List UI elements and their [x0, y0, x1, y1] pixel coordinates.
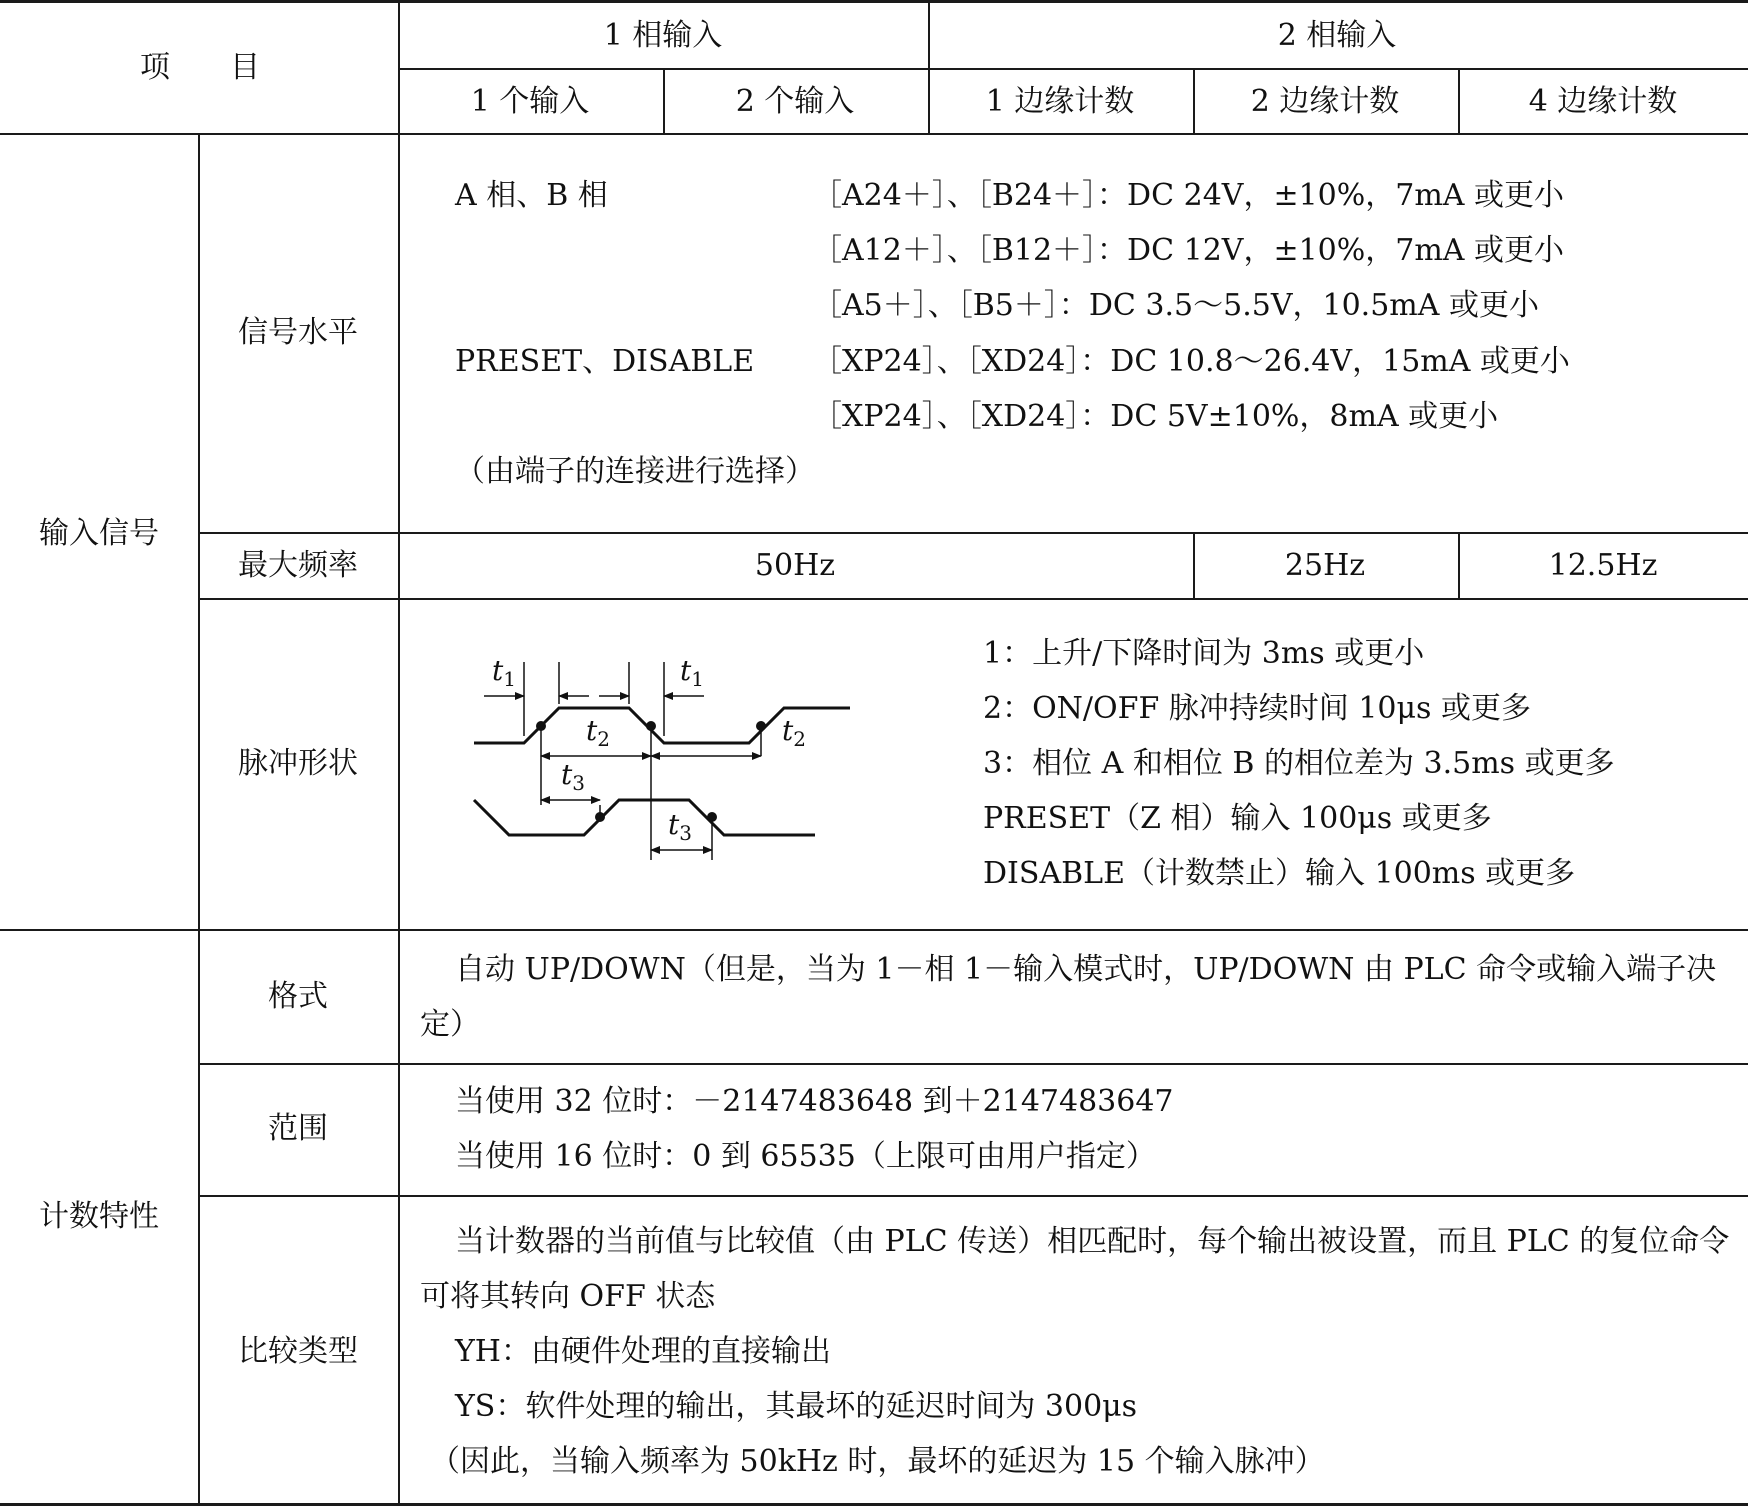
rule-col-main — [398, 0, 400, 1505]
max-freq-label: 最大频率 — [238, 548, 358, 583]
range-line-16: 当使用 16 位时：0 到 65535（上限可由用户指定） — [455, 1139, 1156, 1174]
header-sub-4: 2 边缘计数 — [1250, 84, 1400, 119]
signal-spec-1: ［A24＋］、［B24＋］：DC 24V，±10%，7mA 或更小 — [812, 178, 1564, 213]
rule-col-freq2 — [1458, 532, 1460, 600]
header-sub-2: 2 个输入 — [735, 84, 855, 119]
pulse-note-1: 1：上升/下降时间为 3ms 或更小 — [983, 636, 1425, 671]
rule-col-freq1 — [1193, 532, 1195, 600]
rule-col-left — [198, 133, 200, 1505]
rule-max-freq — [200, 598, 1748, 600]
t3-label-right: $t_3$ — [668, 808, 692, 845]
pulse-timing-diagram — [440, 640, 880, 880]
format-label: 格式 — [268, 979, 328, 1014]
signal-spec-2: ［A12＋］、［B12＋］：DC 12V，±10%，7mA 或更小 — [812, 233, 1564, 268]
rule-col-sub4 — [1458, 68, 1460, 135]
marker-dot — [756, 721, 766, 731]
t2-label-left: $t_2$ — [586, 714, 610, 751]
compare-label: 比较类型 — [238, 1334, 358, 1369]
rule-col-phase — [928, 0, 930, 135]
format-text: 自动 UP/DOWN（但是，当为 1－相 1－输入模式时，UP/DOWN 由 PLC 命令或输入端子决定） — [420, 952, 1717, 1042]
pulse-note-5: DISABLE（计数禁止）输入 100ms 或更多 — [983, 856, 1576, 891]
compare-yh: YH：由硬件处理的直接输出 — [455, 1334, 831, 1369]
signal-spec-4: ［XP24］、［XD24］：DC 10.8～26.4V，15mA 或更小 — [812, 344, 1570, 379]
rule-col-sub1 — [663, 68, 665, 135]
max-freq-12-5: 12.5Hz — [1548, 548, 1658, 583]
rule-signal-level — [200, 532, 1748, 534]
rule-range — [200, 1195, 1748, 1197]
rule-col-sub3 — [1193, 68, 1195, 135]
pulse-shape-label: 脉冲形状 — [238, 746, 358, 781]
rule-header-mid — [398, 68, 1748, 70]
header-phase1: 1 相输入 — [603, 18, 723, 53]
signal-spec-5: ［XP24］、［XD24］：DC 5V±10%，8mA 或更小 — [812, 399, 1499, 434]
t1-label-right: $t_1$ — [680, 654, 704, 691]
pulse-note-4: PRESET（Z 相）输入 100μs 或更多 — [983, 801, 1492, 836]
rule-format — [200, 1063, 1748, 1065]
compare-ys: YS：软件处理的输出，其最坏的延迟时间为 300μs — [455, 1389, 1138, 1424]
header-sub-3: 1 边缘计数 — [985, 84, 1135, 119]
count-char-title: 计数特性 — [39, 1199, 159, 1234]
rule-top — [0, 0, 1748, 3]
ab-phase-label: A 相、B 相 — [455, 178, 608, 213]
waveform-phase-b — [474, 800, 815, 835]
t3-label-left: $t_3$ — [561, 758, 585, 795]
max-freq-25: 25Hz — [1284, 548, 1366, 583]
preset-disable-label: PRESET、DISABLE — [455, 344, 755, 379]
header-phase2: 2 相输入 — [1277, 18, 1397, 53]
t1-label-left: $t_1$ — [492, 654, 516, 691]
header-sub-5: 4 边缘计数 — [1528, 84, 1678, 119]
rule-bottom — [0, 1503, 1748, 1506]
t2-label-right: $t_2$ — [782, 714, 806, 751]
max-freq-50: 50Hz — [754, 548, 836, 583]
compare-text: 当计数器的当前值与比较值（由 PLC 传送）相匹配时，每个输出被设置，而且 PLC 的复位命令可将其转向 OFF 状态 — [420, 1224, 1730, 1314]
marker-dot — [646, 721, 656, 731]
header-item: 项 目 — [140, 50, 260, 85]
pulse-note-3: 3：相位 A 和相位 B 的相位差为 3.5ms 或更多 — [983, 746, 1615, 781]
range-line-32: 当使用 32 位时：－2147483648 到＋2147483647 — [455, 1084, 1174, 1119]
rule-header-bottom — [0, 133, 1748, 135]
header-sub-1: 1 个输入 — [470, 84, 590, 119]
input-signal-title: 输入信号 — [39, 516, 159, 551]
compare-note: （因此，当输入频率为 50kHz 时，最坏的延迟为 15 个输入脉冲） — [430, 1444, 1325, 1479]
marker-dot — [536, 721, 546, 731]
pulse-note-2: 2：ON/OFF 脉冲持续时间 10μs 或更多 — [983, 691, 1531, 726]
rule-input-signal — [0, 929, 1748, 931]
signal-spec-3: ［A5＋］、［B5＋］：DC 3.5～5.5V，10.5mA 或更小 — [812, 288, 1539, 323]
signal-level-note: （由端子的连接进行选择） — [455, 454, 815, 489]
range-label: 范围 — [268, 1111, 328, 1146]
signal-level-label: 信号水平 — [238, 315, 358, 350]
